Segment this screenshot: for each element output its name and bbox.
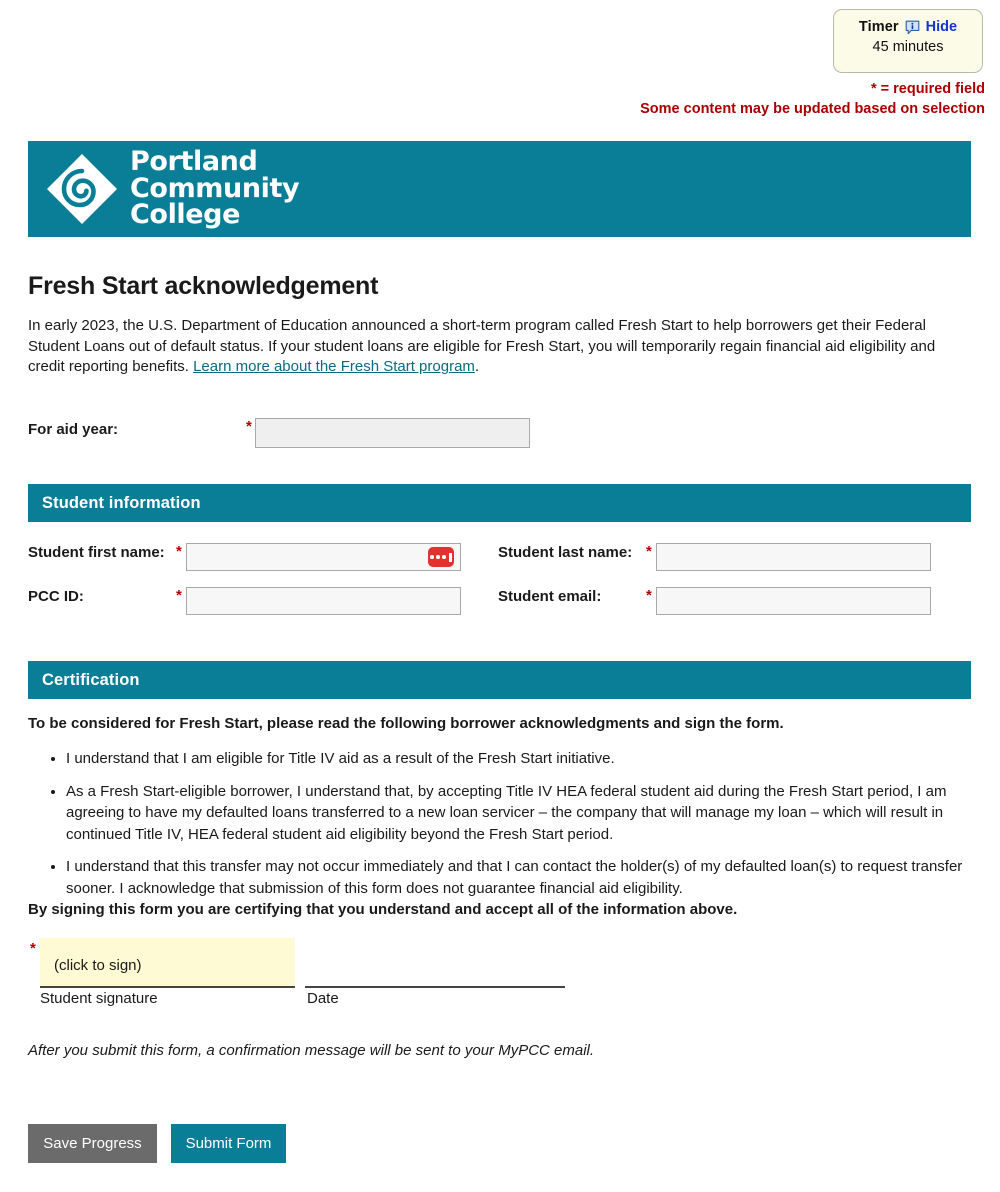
timer-label: Timer (858, 19, 899, 35)
password-dot (442, 555, 446, 559)
certification-section-header: Certification (28, 661, 971, 699)
timer-header-row (834, 19, 982, 35)
timer-hide-link[interactable]: Hide (925, 19, 958, 35)
required-notices (0, 79, 985, 119)
pcc-id-input[interactable] (186, 587, 461, 615)
certification-bullet-list (28, 748, 968, 910)
list-item: • I understand that I am eligible for Title IV aid as a result of the Fresh Start initiative. (66, 748, 968, 770)
password-dot (436, 555, 440, 559)
intro-text-after-link: . (474, 358, 480, 375)
content-updated-note: Some content may be updated based on selection (640, 101, 985, 117)
student-first-name-required-marker: * (176, 543, 182, 560)
student-last-name-required-marker: * (646, 543, 652, 560)
signature-caption: Student signature (40, 990, 158, 1007)
intro-text-before-link: In early 2023, the U.S. Department of Education announced a short-term program called Fresh Start to help borrowers get their Federal Student Loans out of default status. If your student loans are eligible for Fresh Start, you will temporarily regain financial aid eligibility and credit reporting benefits. (28, 317, 936, 375)
student-first-name-input[interactable] (186, 543, 461, 571)
date-field[interactable] (305, 938, 565, 988)
page-title: Fresh Start acknowledgement (28, 272, 379, 300)
aid-year-row (28, 418, 968, 452)
timer-minutes: 45 minutes (872, 39, 944, 55)
wordmark-line-1: Portland (130, 146, 258, 178)
student-information-section-header: Student information (28, 484, 971, 522)
password-manager-icon[interactable] (428, 547, 454, 567)
certification-lead-text: To be considered for Fresh Start, please read the following borrower acknowledgments and sign the form. (28, 715, 784, 732)
save-progress-button[interactable]: Save Progress (28, 1124, 157, 1163)
pcc-id-label: PCC ID: (28, 588, 84, 605)
pcc-diamond-spiral-logo-icon (45, 152, 119, 226)
wordmark-line-3: College (130, 199, 241, 231)
password-caret (449, 553, 452, 562)
intro-paragraph (28, 316, 968, 378)
pcc-id-required-marker: * (176, 587, 182, 604)
timer-box (833, 9, 983, 73)
student-email-label: Student email: (498, 588, 602, 605)
info-bubble-icon[interactable] (905, 20, 920, 35)
signature-required-marker: * (30, 940, 36, 957)
pcc-banner (28, 141, 971, 237)
student-email-required-marker: * (646, 587, 652, 604)
date-caption: Date (307, 990, 339, 1007)
aid-year-label: For aid year: (28, 421, 119, 438)
pcc-wordmark (130, 146, 300, 231)
certification-sign-note: By signing this form you are certifying that you understand and accept all of the information above. (28, 901, 738, 918)
student-first-name-label: Student first name: (28, 544, 165, 561)
wordmark-line-2: Community (130, 172, 300, 204)
aid-year-required-marker: * (246, 418, 252, 435)
submit-form-button[interactable]: Submit Form (171, 1124, 286, 1163)
aid-year-input[interactable] (255, 418, 530, 448)
password-dot (430, 555, 434, 559)
list-item: • I understand that this transfer may not occur immediately and that I can contact the holder(s) of my defaulted loan(s) to request transfer sooner. I acknowledge that submission of this form does not guarantee financial aid eligibility. (66, 856, 968, 899)
confirmation-note: After you submit this form, a confirmation message will be sent to your MyPCC email. (28, 1042, 595, 1059)
required-field-note: * = required field (870, 81, 985, 97)
student-email-input[interactable] (656, 587, 931, 615)
student-last-name-label: Student last name: (498, 544, 633, 561)
student-last-name-input[interactable] (656, 543, 931, 571)
list-item: • As a Fresh Start-eligible borrower, I understand that, by accepting Title IV HEA federal student aid during the Fresh Start period, I am agreeing to have my defaulted loans transferred to a new loan servicer – the company that will manage my loan – which will result in continued Title IV, HEA federal student aid eligibility beyond the Fresh Start period. (66, 781, 968, 846)
fresh-start-program-link[interactable]: Learn more about the Fresh Start program (193, 358, 475, 375)
signature-field[interactable]: (click to sign) (40, 938, 295, 988)
